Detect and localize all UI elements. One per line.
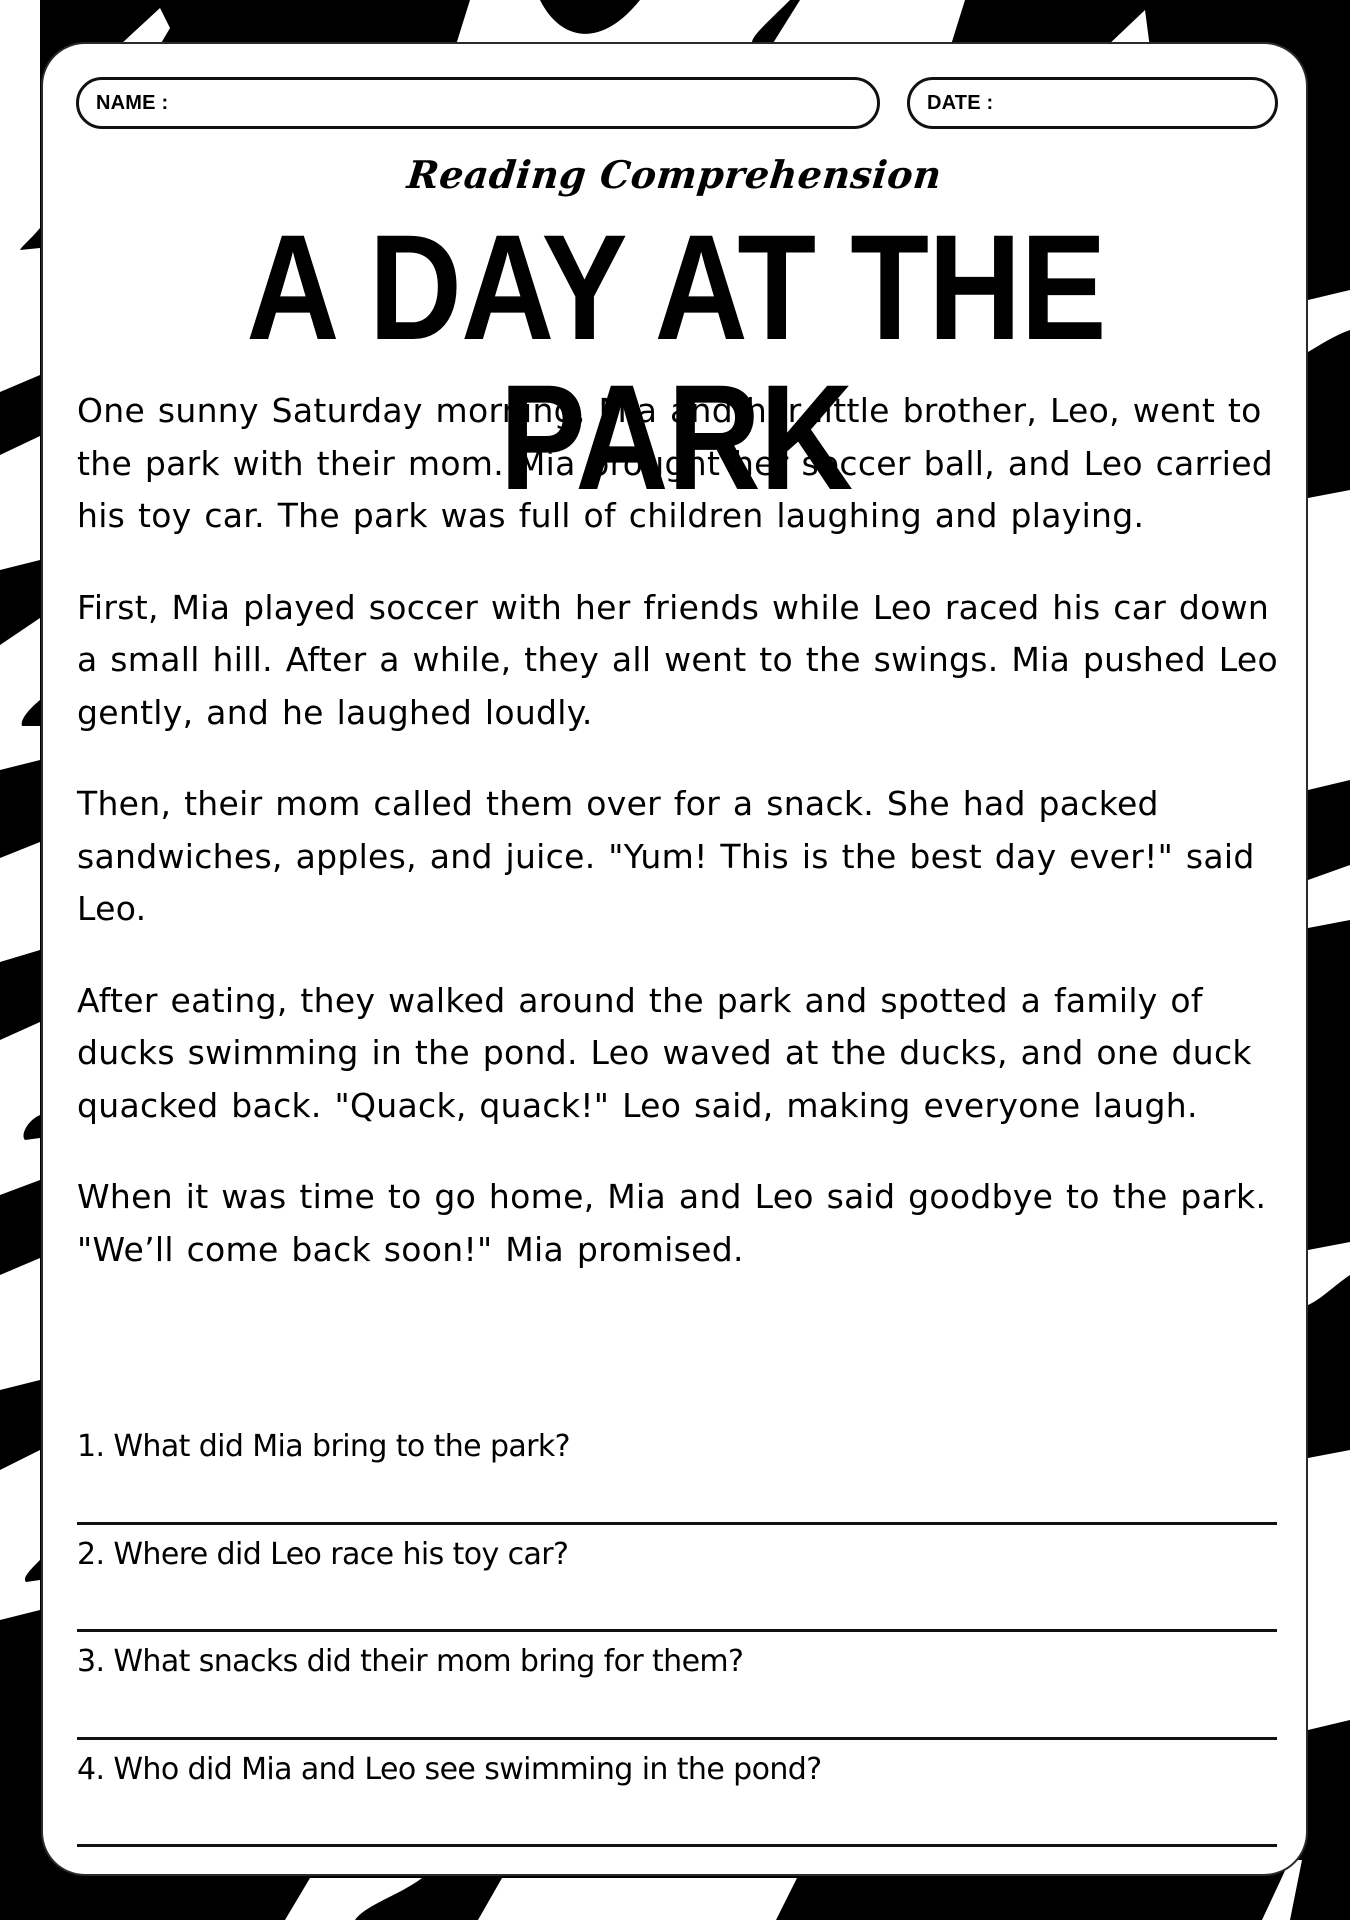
story-paragraph: Then, their mom called them over for a snack. She had packed sandwiches, apples, and juice. "Yum! This is the best day ever!" said Leo.	[77, 784, 1255, 928]
story-paragraph: First, Mia played soccer with her friends while Leo raced his car down a small hill. After a while, they all went to the swings. Mia pushed Leo gently, and he laughed loudly.	[77, 587, 1278, 732]
date-label: DATE :	[927, 91, 994, 114]
question-list	[77, 1417, 1277, 1847]
question-item	[77, 1740, 1277, 1848]
worksheet-subtitle: Reading Comprehension	[405, 152, 944, 197]
story-paragraph: When it was time to go home, Mia and Leo said goodbye to the park. "We’ll come back soon!" Mia promised.	[77, 1177, 1267, 1269]
date-field[interactable]	[907, 77, 1278, 129]
worksheet-title: A DAY AT THE PARK	[246, 203, 1106, 521]
answer-line[interactable]	[77, 1844, 1277, 1847]
question-text: 3. What snacks did their mom bring for them?	[77, 1644, 744, 1679]
name-field[interactable]	[76, 77, 880, 129]
name-label: NAME :	[96, 91, 169, 114]
question-text: 1. What did Mia bring to the park?	[77, 1429, 570, 1464]
question-text: 2. Where did Leo race his toy car?	[77, 1536, 569, 1572]
worksheet-card	[41, 42, 1308, 1876]
question-text: 4. Who did Mia and Leo see swimming in the pond?	[77, 1751, 822, 1787]
story-paragraph: One sunny Saturday morning, Mia and her little brother, Leo, went to the park with their mom. Mia brought her soccer ball, and Leo carried his toy car. The park was full of children laughing and playing.	[77, 391, 1274, 535]
question-item	[77, 1525, 1277, 1633]
story-paragraph: After eating, they walked around the park and spotted a family of ducks swimming in the pond. Leo waved at the ducks, and one duck quacked back. "Quack, quack!" Leo said, making everyone laugh.	[77, 980, 1252, 1125]
question-item	[77, 1417, 1277, 1525]
story-passage	[77, 385, 1287, 1315]
question-item	[77, 1632, 1277, 1740]
